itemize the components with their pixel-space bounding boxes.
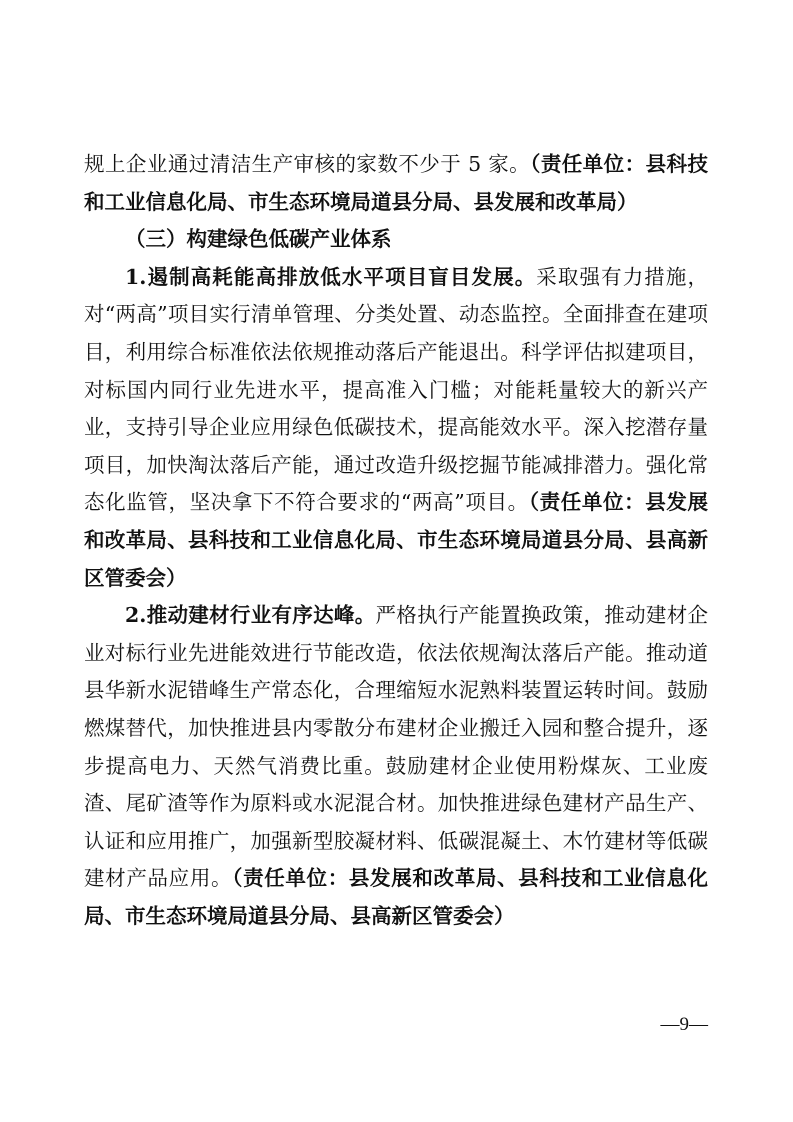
page-body bbox=[84, 146, 708, 935]
item-2-paragraph bbox=[84, 597, 708, 935]
item-1-responsibility: （责任单位：县发展和改革局、县科技和工业信息化局、市生态环境局道县分局、县高新区管委会） bbox=[84, 490, 708, 590]
section-heading: （三）构建绿色低碳产业体系 bbox=[125, 227, 392, 252]
item-2-responsibility: （责任单位：县发展和改革局、县科技和工业信息化局、市生态环境局道县分局、县高新区管委会） bbox=[84, 866, 709, 928]
item-1-text: 采取强有力措施，对“两高”项目实行清单管理、分类处置、动态监控。全面排查在建项目，利用综合标准依法依规推动落后产能退出。科学评估拟建项目，对标国内同行业先进水平，提高准入门槛；对能耗量较大的新兴产业，支持引导企业应用绿色低碳技术，提高能效水平。深入挖潜存量项目，加快淘汰落后产能，通过改造升级挖掘节能减排潜力。强化常态化监管，坚决拿下不符合要求的“两高”项目。 bbox=[84, 264, 708, 515]
paragraph-text: 规上企业通过清洁生产审核的家数不少于 5 家。 bbox=[84, 152, 531, 176]
page-number: —9— bbox=[660, 1014, 708, 1035]
paragraph-continuation bbox=[84, 146, 708, 221]
responsibility-note: （责任单位：县科技和工业信息化局、市生态环境局道县分局、县发展和改革局） bbox=[84, 152, 709, 214]
item-1-title: 1.遏制高耗能高排放低水平项目盲目发展。 bbox=[125, 264, 537, 289]
item-1-paragraph bbox=[84, 259, 708, 597]
item-2-text: 严格执行产能置换政策，推动建材企业对标行业先进能效进行节能改造，依法依规淘汰落后产能。推动道县华新水泥错峰生产常态化，合理缩短水泥熟料装置运转时间。鼓励燃煤替代，加快推进县内零散分布建材企业搬迁入园和整合提升，逐步提高电力、天然气消费比重。鼓励建材企业使用粉煤灰、工业废渣、尾矿渣等作为原料或水泥混合材。加快推进绿色建材产品生产、认证和应用推广，加强新型胶凝材料、低碳混凝土、木竹建材等低碳建材产品应用。 bbox=[84, 603, 708, 891]
item-2-title: 2.推动建材行业有序达峰。 bbox=[125, 603, 376, 628]
